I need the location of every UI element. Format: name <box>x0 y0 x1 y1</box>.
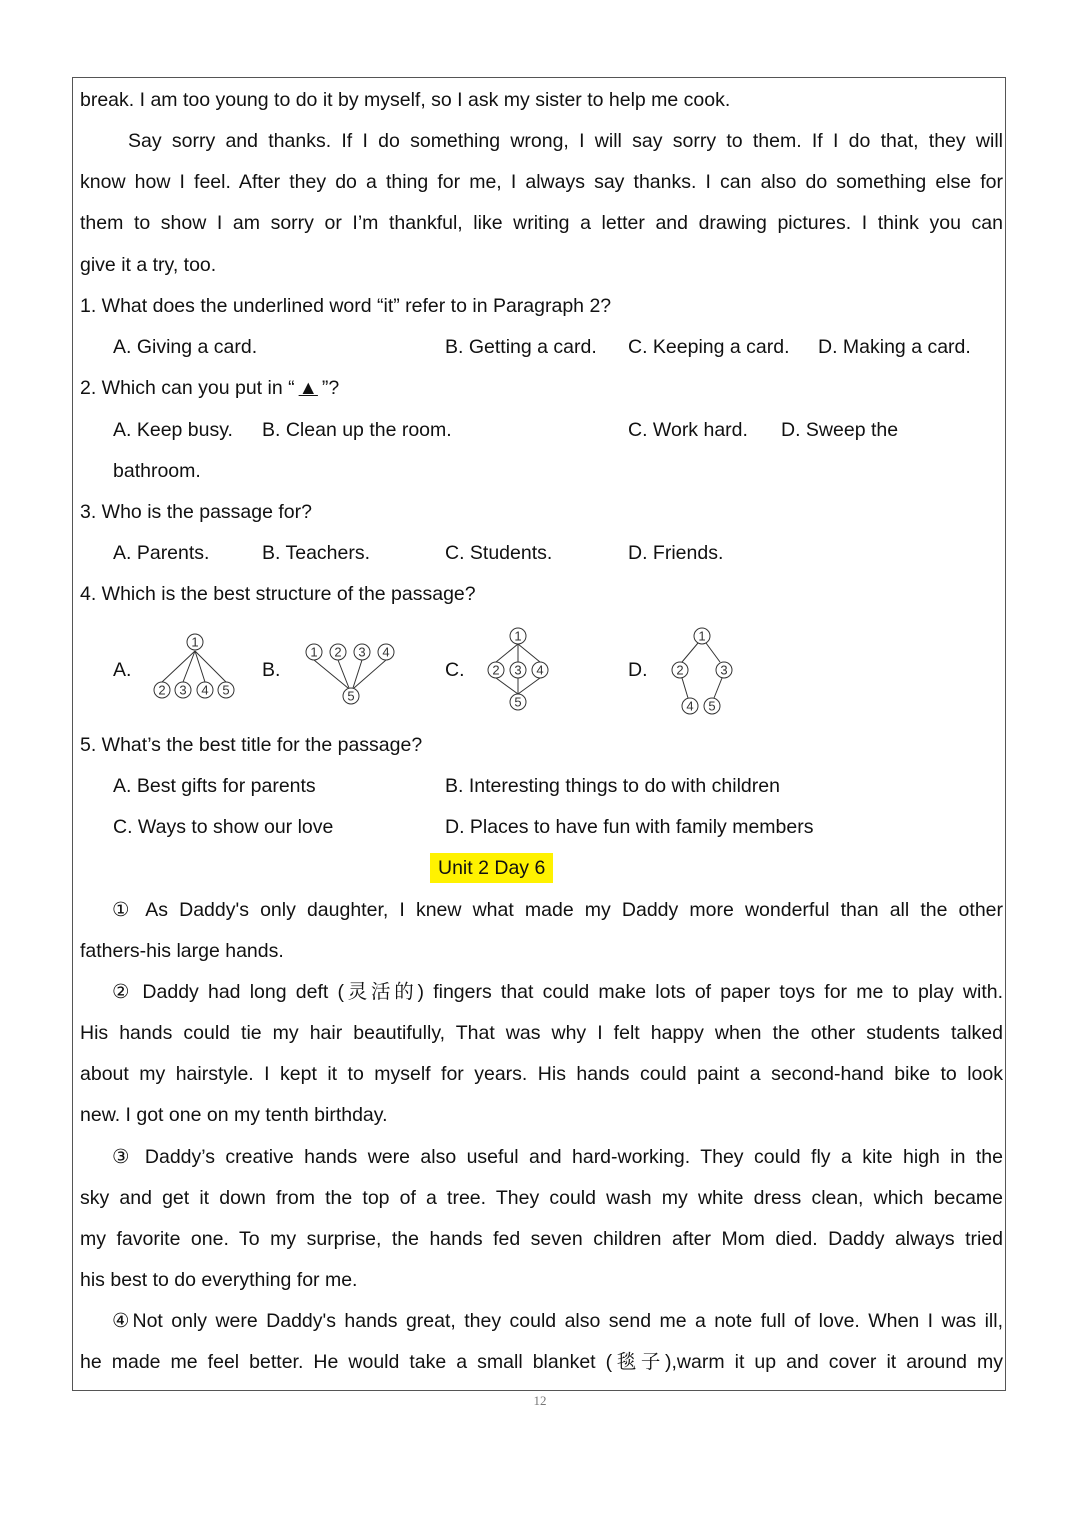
node-label: 4 <box>201 682 209 698</box>
passage-line: them to show I am sorry or I’m thankful, like writing a letter and drawing pictures. I think you can <box>80 212 1003 234</box>
q1-option-c[interactable]: C. Keeping a card. <box>628 336 790 358</box>
node-label: 3 <box>179 682 187 698</box>
node-label: 4 <box>686 698 694 714</box>
passage-line: ② Daddy had long deft (灵活的) fingers that could make lots of paper toys for me to play with. <box>112 981 1003 1003</box>
node-label: 4 <box>536 662 544 678</box>
q3-option-c[interactable]: C. Students. <box>445 542 553 564</box>
question-3-stem: 3. Who is the passage for? <box>80 501 312 523</box>
q2-option-a[interactable]: A. Keep busy. <box>113 419 233 441</box>
node-label: 1 <box>698 628 706 644</box>
node-label: 5 <box>708 698 716 714</box>
q5-option-c[interactable]: C. Ways to show our love <box>113 816 334 838</box>
passage-line: ① As Daddy's only daughter, I knew what made my Daddy more wonderful than all the other <box>112 899 1003 921</box>
q1-option-d[interactable]: D. Making a card. <box>818 336 971 358</box>
q2-option-c[interactable]: C. Work hard. <box>628 419 748 441</box>
q2-option-d-continued: bathroom. <box>113 460 201 482</box>
q1-option-a[interactable]: A. Giving a card. <box>113 336 258 358</box>
structure-diagram-a <box>150 632 240 710</box>
node-label: 2 <box>492 662 500 678</box>
passage-line: fathers-his large hands. <box>80 940 284 962</box>
passage-line: sky and get it down from the top of a tree. They could wash my white dress clean, which became <box>80 1187 1003 1209</box>
node-label: 3 <box>720 662 728 678</box>
passage-line: his best to do everything for me. <box>80 1269 358 1291</box>
node-label: 1 <box>310 644 318 660</box>
passage-line: new. I got one on my tenth birthday. <box>80 1104 388 1126</box>
passage-line: he made me feel better. He would take a small blanket (毯子),warm it up and cover it around my <box>80 1351 1003 1373</box>
structure-diagram-b <box>302 638 402 710</box>
passage-line: break. I am too young to do it by myself, so I ask my sister to help me cook. <box>80 89 731 111</box>
node-label: 3 <box>358 644 366 660</box>
blank-marker: ▲ <box>298 377 318 399</box>
node-label: 4 <box>382 644 390 660</box>
q5-option-d[interactable]: D. Places to have fun with family members <box>445 816 814 838</box>
section-title <box>430 848 553 889</box>
q3-option-d[interactable]: D. Friends. <box>628 542 724 564</box>
question-1-stem: 1. What does the underlined word “it” refer to in Paragraph 2? <box>80 295 612 317</box>
passage-line: know how I feel. After they do a thing for me, I always say thanks. I can also do something else for <box>80 171 1003 193</box>
q2-stem-start: 2. Which can you put in “ <box>80 377 295 399</box>
q2-option-b[interactable]: B. Clean up the room. <box>262 419 452 441</box>
q4-option-b[interactable]: B. <box>262 659 281 681</box>
page-number: 12 <box>533 1393 547 1408</box>
node-label: 1 <box>191 634 199 650</box>
passage-line: about my hairstyle. I kept it to myself for years. His hands could paint a second-hand bike to look <box>80 1063 1003 1085</box>
question-5-stem: 5. What’s the best title for the passage? <box>80 734 423 756</box>
node-label: 2 <box>334 644 342 660</box>
node-label: 3 <box>514 662 522 678</box>
q2-option-d[interactable]: D. Sweep the <box>781 419 899 441</box>
section-title-highlight: Unit 2 Day 6 <box>430 853 553 883</box>
node-label: 5 <box>222 682 230 698</box>
question-4-stem: 4. Which is the best structure of the passage? <box>80 583 476 605</box>
passage-line: give it a try, too. <box>80 254 217 276</box>
q2-stem-end: ”? <box>321 377 340 399</box>
node-label: 2 <box>676 662 684 678</box>
q3-option-b[interactable]: B. Teachers. <box>262 542 371 564</box>
node-label: 5 <box>347 688 355 704</box>
structure-diagram-c <box>480 624 556 714</box>
passage-line: ③ Daddy’s creative hands were also useful and hard-working. They could fly a kite high in the <box>112 1146 1003 1168</box>
node-label: 1 <box>514 628 522 644</box>
question-2-stem <box>80 368 339 409</box>
passage-line: His hands could tie my hair beautifully, That was why I felt happy when the other students talked <box>80 1022 1003 1044</box>
q3-option-a[interactable]: A. Parents. <box>113 542 210 564</box>
q4-option-c[interactable]: C. <box>445 659 465 681</box>
q5-option-b[interactable]: B. Interesting things to do with children <box>445 775 780 797</box>
passage-line: my favorite one. To my surprise, the hands fed seven children after Mom died. Daddy always tried <box>80 1228 1003 1250</box>
q1-option-b[interactable]: B. Getting a card. <box>445 336 597 358</box>
structure-diagram-d <box>668 624 748 720</box>
q4-option-d[interactable]: D. <box>628 659 648 681</box>
passage-line: Say sorry and thanks. If I do something wrong, I will say sorry to them. If I do that, they will <box>128 130 1003 152</box>
node-label: 2 <box>158 682 166 698</box>
node-label: 5 <box>514 694 522 710</box>
q4-option-a[interactable]: A. <box>113 659 132 681</box>
passage-line: ④Not only were Daddy's hands great, they could also send me a note full of love. When I was ill, <box>112 1310 1003 1332</box>
q5-option-a[interactable]: A. Best gifts for parents <box>113 775 316 797</box>
